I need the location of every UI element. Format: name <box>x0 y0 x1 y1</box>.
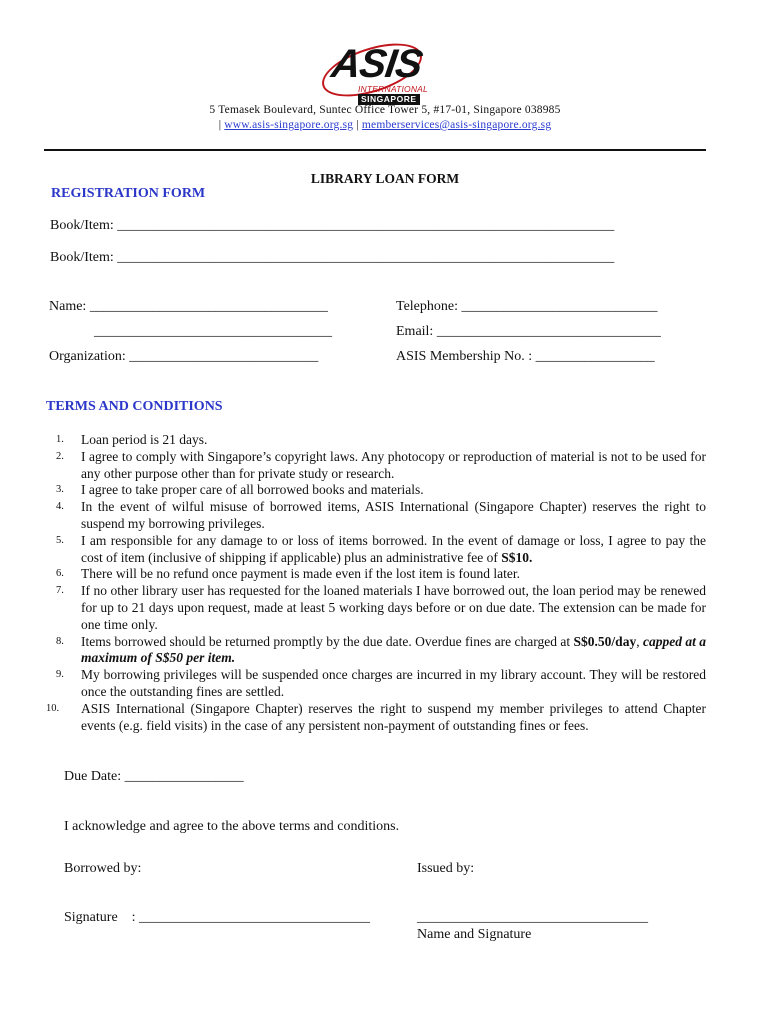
list-item <box>44 667 706 701</box>
list-item <box>44 634 706 668</box>
borrower-signature-field[interactable]: Signature : _________________________________ <box>64 910 371 925</box>
website-link[interactable]: www.asis-singapore.org.sg <box>224 119 354 131</box>
book-item-field-1[interactable]: Book/Item: _______________________________________________________________________ <box>50 218 615 233</box>
acknowledgement-text: I acknowledge and agree to the above terms and conditions. <box>64 819 400 834</box>
book-item-field-2[interactable]: Book/Item: _______________________________________________________________________ <box>50 250 615 265</box>
item-number: 5. <box>56 534 64 546</box>
list-item <box>44 499 706 533</box>
logo-singapore: SINGAPORE <box>358 94 420 105</box>
registration-heading: REGISTRATION FORM <box>51 186 206 201</box>
telephone-field[interactable]: Telephone: ____________________________ <box>396 299 658 314</box>
membership-number-field[interactable]: ASIS Membership No. : _________________ <box>396 349 655 364</box>
due-date-field[interactable]: Due Date: _________________ <box>64 769 244 784</box>
item-text: I agree to take proper care of all borrowed books and materials. <box>81 482 424 498</box>
item-number: 2. <box>56 450 64 462</box>
overdue-fine: S$0.50/day <box>573 633 637 649</box>
list-item <box>44 482 706 499</box>
borrowed-by-label: Borrowed by: <box>64 861 142 876</box>
header-divider <box>44 149 706 151</box>
name-field-continued[interactable]: __________________________________ <box>94 324 332 339</box>
logo-wordmark: ASIS <box>328 42 425 86</box>
item-text: My borrowing privileges will be suspended once charges are incurred in my library account. They will be restored once the outstanding fines are settled. <box>81 667 706 699</box>
item-number: 9. <box>56 669 64 681</box>
email-link[interactable]: memberservices@asis-singapore.org.sg <box>361 119 552 131</box>
item-text: I agree to comply with Singapore’s copyright laws. Any photocopy or reproduction of material is not to be used for any other purpose other than for private study or research. <box>81 448 706 481</box>
list-item <box>44 701 706 735</box>
logo-international: INTERNATIONAL <box>358 84 428 94</box>
terms-list <box>44 432 706 734</box>
list-item <box>44 566 706 583</box>
email-field[interactable]: Email: ________________________________ <box>396 324 661 339</box>
contact-links <box>0 119 770 131</box>
address: 5 Temasek Boulevard, Suntec Office Tower 5, #17-01, Singapore 038985 <box>209 104 561 116</box>
name-and-signature-label: Name and Signature <box>417 927 532 942</box>
item-text: ASIS International (Singapore Chapter) reserves the right to suspend my member privileges to attend Chapter events (e.g. field visits) in the case of any persistent non-payment of outstanding fines or fees. <box>81 700 706 733</box>
item-number: 6. <box>56 568 64 580</box>
issuer-signature-field[interactable]: _________________________________ <box>417 910 648 925</box>
list-item <box>44 432 706 449</box>
fine-cap: capped at a maximum of S$50 per item. <box>81 633 706 666</box>
asis-logo <box>318 40 432 106</box>
issued-by-label: Issued by: <box>417 861 475 876</box>
list-item <box>44 449 706 483</box>
list-item <box>44 533 706 567</box>
item-text: Loan period is 21 days. <box>81 432 208 447</box>
item-number: 4. <box>56 501 64 513</box>
item-text: In the event of wilful misuse of borrowed items, ASIS International (Singapore Chapter) reserves the right to suspend my borrowing privileges. <box>81 499 706 531</box>
item-number: 3. <box>56 484 64 496</box>
terms-heading: TERMS AND CONDITIONS <box>46 399 223 414</box>
item-number: 1. <box>56 434 64 445</box>
name-field[interactable]: Name: __________________________________ <box>49 299 328 314</box>
organization-field[interactable]: Organization: ___________________________ <box>49 349 319 364</box>
item-text-tail: , <box>636 633 643 649</box>
item-text: If no other library user has requested for the loaned materials I have borrowed out, the loan period may be renewed for up to 21 days upon request, made at least 5 working days before or on due date. The extension can be made for one time only. <box>81 583 706 632</box>
link-separator: | <box>218 119 225 131</box>
item-text: Items borrowed should be returned promptly by the due date. Overdue fines are charged at <box>81 633 574 649</box>
list-item <box>44 583 706 633</box>
item-number: 7. <box>56 585 64 597</box>
form-title: LIBRARY LOAN FORM <box>310 171 460 186</box>
link-separator: | <box>353 119 362 131</box>
admin-fee: S$10. <box>501 549 533 565</box>
item-number: 10. <box>46 702 60 714</box>
item-text: I am responsible for any damage to or loss of items borrowed. In the event of damage or loss, I agree to pay the cost of item (inclusive of shipping if applicable) plus an administrative fee of <box>81 532 706 565</box>
item-number: 8. <box>56 635 64 647</box>
item-text: There will be no refund once payment is made even if the lost item is found later. <box>81 566 520 582</box>
